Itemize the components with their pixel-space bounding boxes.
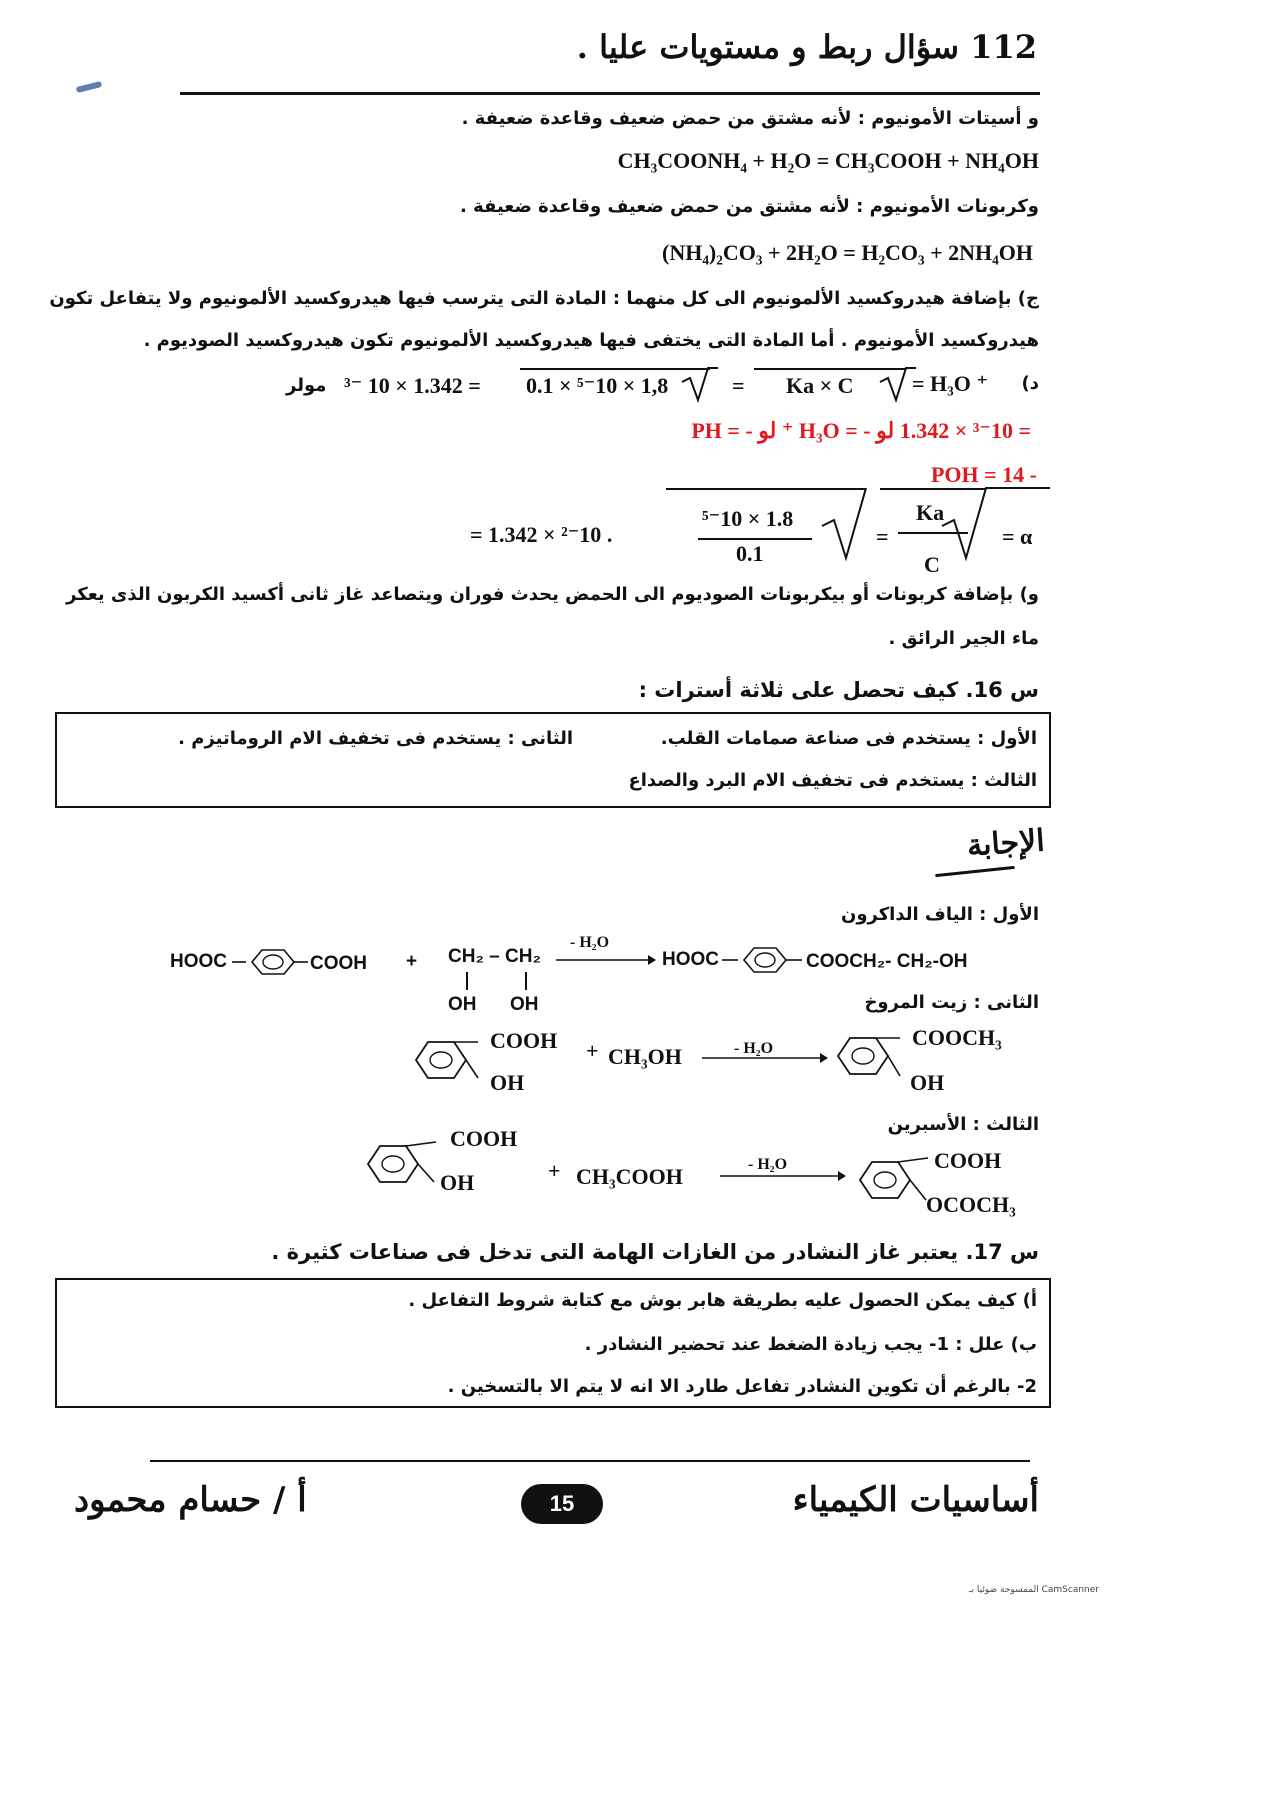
footer-brand: أساسيات الكيمياء [792, 1480, 1039, 1520]
ph-line: = ³⁻10 × 1.342 لو - = H₃O ⁺ لو - = PH [691, 418, 1031, 443]
fraction-numerator: ⁵⁻10 × 1.8 [702, 506, 794, 531]
fraction-denominator: 0.1 [736, 541, 764, 566]
r2-plus: + [586, 1038, 599, 1063]
text-line: ماء الجير الرائق . [888, 628, 1039, 649]
ester-second: الثانى : يستخدم فى تخفيف الام الروماتيزم . [178, 728, 573, 749]
r3-acetic-acid: CH₃COOH [576, 1164, 683, 1189]
square-root-sign [680, 364, 720, 404]
equals-sign: = [876, 524, 889, 549]
radicand-ka-c: Ka × C [786, 373, 854, 398]
h3o-expression: = H₃O ⁺ [912, 371, 988, 396]
footer-rule [150, 1460, 1030, 1462]
badge-swash [935, 866, 1015, 877]
ester-third: الثالث : يستخدم فى تخفيف الام البرد والصداع [628, 770, 1037, 791]
answer-first-title: الأول : الياف الداكرون [840, 904, 1039, 925]
square-root-sign [820, 484, 870, 564]
part-label: د) [1021, 373, 1039, 394]
scanner-watermark: CamScanner الممسوحة ضوئيا بـ [968, 1585, 1099, 1595]
r3-condition: - H₂O [748, 1156, 788, 1173]
r1-oh-1: OH [448, 994, 477, 1015]
answer-second-title: الثانى : زيت المروخ [864, 992, 1039, 1013]
page-number: 15 [521, 1484, 603, 1524]
benzene-ring-icon [232, 945, 312, 979]
r1-hooc-left: HOOC [170, 951, 227, 972]
alpha-result: . ²⁻10 × 1.342 = [470, 522, 613, 547]
answer-badge-text: الإجابة [966, 823, 1047, 864]
fraction-bar [698, 538, 812, 540]
fraction-denominator: C [924, 552, 940, 577]
fraction-bar [898, 532, 968, 534]
answer-badge [925, 820, 1045, 880]
footer-author: أ / حسام محمود [74, 1480, 307, 1520]
r2-methanol: CH₃OH [608, 1044, 682, 1069]
q17-part-b: ب) علل : 1- يجب زيادة الضغط عند تحضير النشادر . [584, 1334, 1037, 1355]
r2-condition: - H₂O [734, 1040, 774, 1057]
square-root-sign [940, 484, 990, 564]
radical-bar [666, 488, 866, 490]
r1-oh-2: OH [510, 994, 539, 1015]
r1-condition: - H₂O [570, 934, 610, 951]
pen-mark-decoration [76, 81, 103, 93]
r1-ethylene-glycol: CH₂ – CH₂ [448, 946, 541, 967]
header-rule [180, 92, 1040, 95]
q17-part-a: أ) كيف يمكن الحصول عليه بطريقة هابر بوش مع كتابة شروط التفاعل . [408, 1290, 1037, 1311]
text-line: ج) بإضافة هيدروكسيد الألمونيوم الى كل منهما : المادة التى يترسب فيها هيدروكسيد الألمونيوم ولا يتفاعل تكون [49, 288, 1039, 309]
square-root-sign [878, 364, 918, 404]
r1-product-ester: COOCH₂- CH₂-OH [806, 951, 968, 972]
r3-oh: OH [440, 1170, 475, 1195]
unit-molar: مولر [286, 375, 327, 396]
benzene-ring-icon [412, 1038, 482, 1082]
benzene-ring-icon [364, 1140, 438, 1188]
text-line: و) بإضافة كربونات أو بيكربونات الصوديوم الى الحمض يحدث فوران ويتصاعد غاز ثانى أكسيد الكربون الذى يعكر [66, 584, 1039, 605]
radical-bar [754, 368, 906, 370]
poh-line: - 14 = POH [930, 462, 1037, 487]
r1-product-hooc: HOOC [662, 949, 719, 970]
radical-bar [520, 368, 710, 370]
h3o-result: = 1.342 × 10 ⁻³ [344, 373, 481, 398]
text-line: هيدروكسيد الأمونيوم . أما المادة التى يختفى فيها هيدروكسيد الألمونيوم تكون هيدروكسيد الصوديوم . [143, 330, 1039, 351]
benzene-ring-icon [856, 1156, 932, 1204]
question-17-title: س 17. يعتبر غاز النشادر من الغازات الهامة التى تدخل فى صناعات كثيرة . [271, 1240, 1039, 1264]
r1-plus: + [406, 951, 418, 972]
benzene-ring-icon [834, 1032, 904, 1080]
reaction-arrow-icon [556, 954, 656, 966]
page-header-title: 112 سؤال ربط و مستويات عليا . [576, 28, 1037, 66]
r2-product-oh: OH [910, 1070, 945, 1095]
question-17-box [55, 1278, 1051, 1408]
text-line: و أسيتات الأمونيوم : لأنه مشتق من حمض ضعيف وقاعدة ضعيفة . [461, 108, 1039, 129]
bond-line [525, 972, 527, 990]
answer-third-title: الثالث : الأسبرين [887, 1114, 1039, 1135]
q17-part-b2: 2- بالرغم أن تكوين النشادر تفاعل طارد الا انه لا يتم الا بالتسخين . [447, 1376, 1037, 1397]
reaction-arrow-icon [720, 1170, 846, 1182]
r1-cooh-right: COOH [310, 953, 367, 974]
r2-product-ester: COOCH₃ [912, 1025, 1002, 1050]
question-16-box [55, 712, 1051, 808]
equals-sign: = [732, 373, 745, 398]
ester-first: الأول : يستخدم فى صناعة صمامات القلب. [660, 728, 1037, 749]
r2-oh: OH [490, 1070, 525, 1095]
equation-ammonium-carbonate: (NH₄)₂CO₃ + 2H₂O = H₂CO₃ + 2NH₄OH [662, 240, 1033, 265]
radical-bar [880, 488, 986, 490]
r3-product-cooh: COOH [934, 1148, 1002, 1173]
bond-line [466, 972, 468, 990]
text-line: وكربونات الأمونيوم : لأنه مشتق من حمض ضعيف وقاعدة ضعيفة . [459, 196, 1039, 217]
benzene-ring-icon [722, 943, 806, 977]
equation-ammonium-acetate: CH₃COONH₄ + H₂O = CH₃COOH + NH₄OH [617, 148, 1039, 173]
alpha-lhs: = α [1002, 524, 1033, 549]
radicand-values: 0.1 × ⁵⁻10 × 1,8 [526, 373, 669, 398]
r3-product-ester: OCOCH₃ [926, 1192, 1016, 1217]
r3-cooh: COOH [450, 1126, 518, 1151]
r2-cooh: COOH [490, 1028, 558, 1053]
r3-plus: + [548, 1158, 561, 1183]
fraction-numerator: Ka [916, 500, 945, 525]
reaction-arrow-icon [702, 1052, 828, 1064]
question-16-title: س 16. كيف تحصل على ثلاثة أسترات : [638, 678, 1039, 702]
